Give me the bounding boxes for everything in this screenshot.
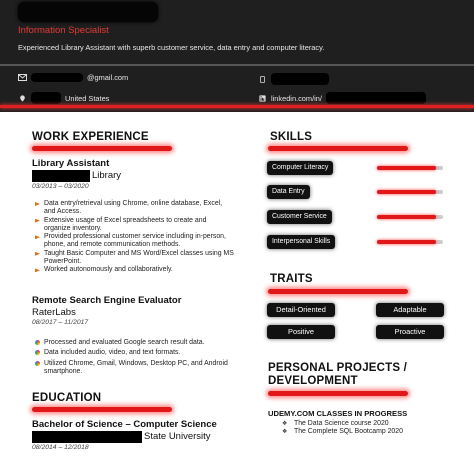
trait-detail-oriented: Detail-Oriented	[267, 303, 335, 317]
work-experience-heading: WORK EXPERIENCE	[32, 131, 149, 143]
redacted-linkedin	[326, 92, 426, 104]
skill-level-bar	[377, 240, 443, 244]
skill-label: Interpersonal Skills	[267, 235, 335, 249]
traits-heading: TRAITS	[270, 273, 313, 285]
summary: Experienced Library Assistant with superb customer service, data entry and computer literacy.	[18, 43, 325, 52]
skill-customer-service	[267, 210, 447, 224]
skill-label: Data Entry	[267, 185, 310, 199]
linkedin-icon	[258, 95, 267, 102]
header-divider	[0, 64, 474, 66]
education-heading: EDUCATION	[32, 392, 102, 404]
resume-header	[0, 0, 474, 112]
job-1-org: Library	[92, 170, 122, 181]
list-item: ❖ The Complete SQL Bootcamp 2020	[282, 428, 462, 436]
projects-heading-line-2: DEVELOPMENT	[268, 375, 358, 387]
skill-label: Computer Literacy	[267, 161, 333, 175]
list-item: ❖ The Data Science course 2020	[282, 420, 462, 428]
redacted-phone	[271, 73, 329, 85]
skill-label: Customer Service	[267, 210, 332, 224]
trait-adaptable: Adaptable	[376, 303, 444, 317]
redacted-city	[31, 92, 61, 104]
location-contact	[18, 92, 109, 104]
skill-level-fill	[377, 240, 436, 244]
redacted-email	[31, 73, 83, 82]
list-item: Provided professional customer service including in-person, phone, and remote communication methods.	[34, 233, 234, 250]
skill-level-fill	[377, 215, 436, 219]
job-title: Information Specialist	[18, 25, 109, 36]
job-2-dates: 08/2017 – 11/2017	[32, 319, 89, 326]
job-2-role: Remote Search Engine Evaluator	[32, 295, 182, 306]
location-pin-icon	[18, 95, 27, 102]
list-item: Data entry/retrieval using Chrome, online database, Excel, and Access.	[34, 200, 234, 217]
linkedin-contact[interactable]	[258, 92, 426, 104]
envelope-icon	[18, 74, 27, 81]
skill-level-bar	[377, 190, 443, 194]
redacted-university-name	[32, 431, 142, 443]
school: State University	[144, 431, 211, 442]
skill-level-bar	[377, 215, 443, 219]
location-text: United States	[65, 93, 110, 103]
list-item: Data included audio, video, and text formats.	[34, 349, 234, 357]
projects-underline	[268, 391, 408, 396]
header-accent-line	[0, 105, 474, 108]
job-2-org: RaterLabs	[32, 307, 76, 318]
education-underline	[32, 407, 172, 412]
skill-data-entry	[267, 185, 447, 199]
list-item: Extensive usage of Excel spreadsheets to create and organize inventory.	[34, 217, 234, 234]
job-1-dates: 03/2013 – 03/2020	[32, 183, 89, 190]
skills-heading: SKILLS	[270, 131, 313, 143]
skills-underline	[268, 146, 408, 151]
skill-interpersonal	[267, 235, 447, 249]
list-item: Processed and evaluated Google search result data.	[34, 339, 234, 347]
redacted-library-name	[32, 170, 90, 182]
skill-level-bar	[377, 166, 443, 170]
list-item: Taught Basic Computer and MS Word/Excel classes using MS PowerPoint.	[34, 250, 234, 267]
job-1-bullets	[34, 200, 234, 275]
skill-computer-literacy	[267, 161, 447, 175]
redacted-name	[18, 2, 158, 22]
email-suffix: @gmail.com	[87, 73, 129, 82]
degree: Bachelor of Science – Computer Science	[32, 419, 217, 430]
job-1-role: Library Assistant	[32, 158, 110, 169]
linkedin-url: linkedin.com/in/	[271, 93, 322, 103]
job-2-bullets	[34, 339, 234, 376]
trait-positive: Positive	[267, 325, 335, 339]
email-contact	[18, 73, 128, 82]
list-item: Worked autonomously and collaboratively.	[34, 266, 234, 274]
projects-list	[282, 420, 462, 437]
trait-proactive: Proactive	[376, 325, 444, 339]
projects-heading	[268, 362, 407, 388]
phone-contact	[258, 73, 329, 85]
work-experience-underline	[32, 146, 172, 151]
list-item: Utilized Chrome, Gmail, Windows, Desktop PC, and Android smartphone.	[34, 360, 234, 377]
skill-level-fill	[377, 166, 436, 170]
projects-heading-line-1: PERSONAL PROJECTS /	[268, 362, 408, 374]
skill-level-fill	[377, 190, 436, 194]
phone-icon	[258, 76, 267, 83]
projects-subheading: UDEMY.COM CLASSES IN PROGRESS	[268, 409, 408, 418]
traits-underline	[268, 289, 408, 294]
education-dates: 08/2014 – 12/2018	[32, 444, 89, 451]
